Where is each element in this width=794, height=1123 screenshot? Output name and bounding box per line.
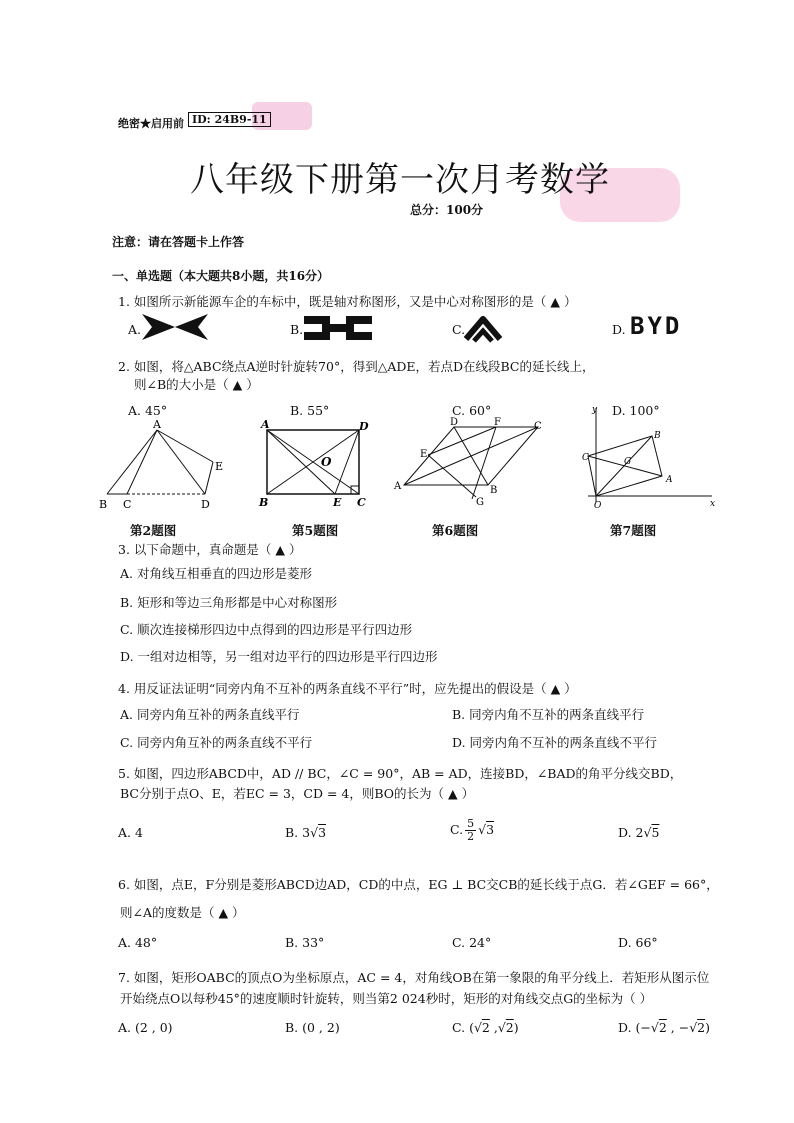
confidential-label: 绝密★启用前 [118,117,184,130]
q1-option-a: A. [128,322,142,337]
sqrt-icon: √ [689,1020,698,1035]
fig7-label-a: A [666,475,673,485]
q7-option-d-prefix: D. (− [618,1020,651,1035]
figure-5 [255,418,375,518]
q4-text: 4. 用反证法证明“同旁内角不互补的两条直线不平行”时，应先提出的假设是（ ▲ ） [118,681,577,696]
q7-option-d-suffix: ) [705,1020,711,1035]
q7-option-c-suffix: ) [513,1020,519,1035]
q5-line1: 5. 如图，四边形ABCD中，AD // BC，∠C = 90°，AB = AD，连接BD，∠BAD的角平分线交BD， [118,766,683,781]
logo-d-text: BYD [630,312,683,340]
q4-option-d: D. 同旁内角不互补的两条直线不平行 [452,735,658,750]
figure-6 [392,415,552,515]
q7-option-d-r1: 2 [658,1020,667,1035]
q1-option-d: D. [612,322,626,337]
q3-option-b: B. 矩形和等边三角形都是中心对称图形 [120,595,338,610]
q6-line2: 则∠A的度数是（ ▲ ） [120,905,245,920]
q5-option-b-prefix: B. 3 [285,825,311,840]
q6-line1: 6. 如图，点E，F分别是菱形ABCD边AD，CD的中点，EG ⊥ BC交CB的延长线于点G．若∠GEF = 66°， [118,877,719,892]
logo-c-icon [462,313,504,343]
fig5-caption: 第5题图 [292,523,339,538]
q5-option-c-prefix: C. [450,822,464,837]
figure-2 [95,418,235,518]
q7-option-b: B. (0 , 2) [285,1020,340,1035]
q5-option-d [618,825,659,840]
total-score: 总分：100分 [410,203,484,217]
fig2-caption: 第2题图 [130,523,177,538]
fig2-label-c: C [123,498,132,511]
q6-option-b: B. 33° [285,935,325,950]
sqrt-icon: √ [643,825,652,840]
q6-option-c: C. 24° [452,935,492,950]
q5-option-a: A. 4 [118,825,143,840]
fig6-label-c: C [534,421,542,432]
sqrt-icon: √ [478,822,487,837]
fig5-label-b: B [259,496,269,509]
page-title: 八年级下册第一次月考数学 [190,160,610,200]
fig6-label-e: E [420,449,428,460]
sqrt-icon: √ [310,825,319,840]
sqrt-icon: √ [497,1020,506,1035]
q5-option-c-root: 3 [486,822,495,837]
fig5-label-a: A [261,418,270,431]
fig2-label-b: B [99,498,108,511]
q3-text: 3. 以下命题中，真命题是（ ▲ ） [118,542,302,557]
fig7-label-y: y [592,405,598,415]
fig6-label-b: B [490,485,498,496]
q5-option-c [450,818,494,843]
q2-option-b: B. 55° [290,403,330,418]
q5-option-c-num: 5 [467,817,475,830]
q6-option-d: D. 66° [618,935,658,950]
q3-option-a: A. 对角线互相垂直的四边形是菱形 [120,566,312,581]
q7-option-c-prefix: C. ( [452,1020,474,1035]
fig5-label-d: D [359,420,369,433]
q6-option-a: A. 48° [118,935,158,950]
q3-option-d: D. 一组对边相等，另一组对边平行的四边形是平行四边形 [120,649,438,664]
doc-id: ID: 24B9-11 [188,112,271,127]
sqrt-icon: √ [650,1020,659,1035]
q4-option-c: C. 同旁内角互补的两条直线不平行 [120,735,313,750]
section-title: 一、单选题（本大题共8小题，共16分） [112,269,330,283]
fig5-label-o: O [321,455,332,469]
q4-option-a: A. 同旁内角互补的两条直线平行 [120,707,300,722]
sqrt-icon: √ [473,1020,482,1035]
fig6-label-d: D [450,417,459,428]
fig2-label-a: A [153,418,161,431]
fig5-label-e: E [333,496,342,509]
fig6-label-f: F [494,417,501,428]
q7-option-c-r2: 2 [505,1020,514,1035]
q1-option-b: B. [290,322,304,337]
q5-line2: BC分别于点O、E，若EC = 3，CD = 4，则BO的长为（ ▲ ） [120,786,475,801]
q5-option-c-den: 2 [467,830,475,843]
fig7-label-c: C [582,453,589,463]
q7-option-d-r2: 2 [697,1020,706,1035]
fig7-label-x: x [710,499,716,509]
q1-text: 1. 如图所示新能源车企的车标中，既是轴对称图形，又是中心对称图形的是（ ▲ ） [118,294,577,309]
fig7-caption: 第7题图 [610,523,657,538]
q2-option-c: C. 60° [452,403,492,418]
fig7-label-o: O [594,501,602,511]
q7-option-c [452,1020,519,1035]
logo-b-icon [302,314,374,342]
q2-line2: 则∠B的大小是（ ▲ ） [134,377,259,392]
fig5-label-c: C [357,496,366,509]
fig6-label-g: G [476,497,484,508]
q1-option-c: C. [452,322,466,337]
q7-line1: 7. 如图，矩形OABC的顶点O为坐标原点，AC = 4，对角线OB在第一象限的角平分线上．若矩形从图示位 [118,970,710,985]
fig7-label-g: G [624,457,632,467]
q7-option-c-mid: , [489,1020,498,1035]
fraction [465,818,476,843]
q4-option-b: B. 同旁内角不互补的两条直线平行 [452,707,645,722]
q5-option-d-prefix: D. 2 [618,825,644,840]
fig6-caption: 第6题图 [432,523,479,538]
q2-line1: 2. 如图，将△ABC绕点A逆时针旋转70°，得到△ADE，若点D在线段BC的延长线上， [118,359,595,374]
fig2-label-e: E [215,460,224,473]
figure-7 [580,402,720,514]
q5-option-b-root: 3 [318,825,327,840]
fig7-label-b: B [654,431,661,441]
logo-a-icon [140,312,210,342]
q7-option-d [618,1020,710,1035]
q5-option-b [285,825,326,840]
q7-option-c-r1: 2 [481,1020,490,1035]
q2-option-a: A. 45° [128,403,168,418]
q3-option-c: C. 顺次连接梯形四边中点得到的四边形是平行四边形 [120,622,413,637]
fig2-label-d: D [201,498,210,511]
q5-option-d-root: 5 [651,825,660,840]
q7-option-d-mid: , − [666,1020,690,1035]
note: 注意：请在答题卡上作答 [112,235,245,249]
q7-option-a: A. (2 , 0) [118,1020,173,1035]
q7-line2: 开始绕点O以每秒45°的速度顺时针旋转，则当第2 024秒时，矩形的对角线交点G的坐标为（ ） [120,991,653,1006]
q2-option-d: D. 100° [612,403,660,418]
fig6-label-a: A [394,481,402,492]
